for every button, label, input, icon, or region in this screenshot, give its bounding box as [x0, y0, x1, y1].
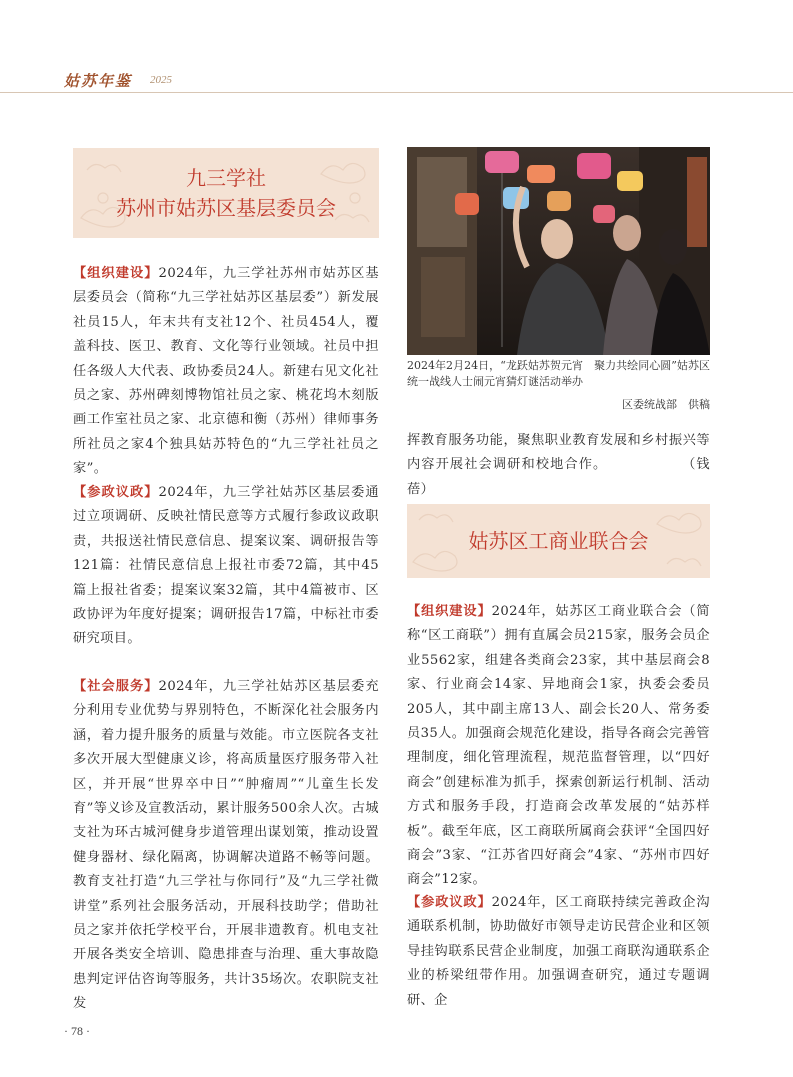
section-title-line2: 苏州市姑苏区基层委员会	[116, 196, 336, 220]
paragraph-tag: 【组织建设】	[407, 604, 492, 619]
photo-credit: 区委统战部 供稿	[622, 398, 710, 411]
paragraph-social-service	[73, 675, 379, 1017]
author-credit: （钱 蓓）	[407, 457, 724, 497]
photo-caption: 2024年2月24日，“龙跃姑苏贺元宵 聚力共绘同心圆”姑苏区统一战线人士闹元宵猜灯谜活动举办	[407, 359, 710, 388]
paragraph-text: 2024年，区工商联持续完善政企沟通联系机制，协助做好市领导走访民营企业和区领导挂钩联系民营企业制度，加强工商联沟通联系企业的桥梁纽带作用。加强调查研究，通过专题调研、企	[407, 895, 710, 1008]
paragraph-tag: 【社会服务】	[73, 679, 159, 694]
paragraph-text: 2024年，姑苏区工商业联合会（简称“区工商联”）拥有直属会员215家，服务会员企业5562家，组建各类商会23家，其中基层商会8家、行业商会14家、异地商会1家，执委会委员205人，其中副主席13人、副会长20人、常务委员35人。加强商会规范化建设，指导各商会完善管理制度，细化管理流程，规范监督管理，以“四好商会”创建标准为抓手，探索创新运行机制、活动方式和服务手段，打造商会改革发展的“姑苏样板”。截至年底，区工商联所属商会获评“全国四好商会”3家、“江苏省四好商会”4家、“苏州市四好商会”12家。	[407, 604, 710, 888]
lantern-festival-photo	[407, 147, 710, 355]
section-title-box-federation	[407, 504, 710, 578]
yearbook-year: 2025	[150, 74, 172, 86]
paragraph-continuation	[407, 429, 724, 502]
paragraph-text: 2024年，九三学社苏州市姑苏区基层委员会（简称“九三学社姑苏区基层委”）新发展社员15人，年末共有支社12个、社员454人，覆盖科技、医卫、教育、文化等行业领域。社员中担任各级人大代表、政协委员24人。新建右见文化社员之家、苏州碑刻博物馆社员之家、桃花坞木刻版画工作室社员之家、北京德和衡（苏州）律师事务所社员之家4个独具姑苏特色的“九三学社社员之家”。	[73, 266, 379, 477]
section-title: 姑苏区工商业联合会	[468, 529, 649, 553]
paragraph-political-participation	[73, 481, 379, 652]
yearbook-title: 姑苏年鉴	[64, 72, 133, 90]
paragraph-tag: 【参政议政】	[407, 895, 492, 910]
running-header	[0, 68, 793, 92]
paragraph-organization-federation	[407, 600, 710, 893]
header-divider	[0, 92, 793, 93]
section-title-line1: 九三学社	[186, 166, 266, 190]
paragraph-text: 挥教育服务功能，聚焦职业教育发展和乡村振兴等内容开展社会调研和校地合作。	[407, 433, 710, 473]
paragraph-tag: 【组织建设】	[73, 266, 159, 281]
photo-illustration	[407, 147, 710, 355]
paragraph-organization	[73, 262, 379, 482]
page-number: · 78 ·	[64, 1024, 90, 1038]
paragraph-tag: 【参政议政】	[73, 485, 159, 500]
paragraph-text: 2024年，九三学社姑苏区基层委充分利用专业优势与界别特色，不断深化社会服务内涵，着力提升服务的质量与效能。市立医院各支社多次开展大型健康义诊，将高质量医疗服务带入社区，并开展“世界卒中日”“肿瘤周”“儿童生长发育”等义诊及宣教活动，累计服务500余人次。古城支社为环古城河健身步道管理出谋划策，推动设置健身器材、绿化隔离，协调解决道路不畅等问题。教育支社打造“九三学社与你同行”及“九三学社微讲堂”系列社会服务活动，开展科技助学；借助社员之家并依托学校平台，开展非遗教育。机电支社开展各类安全培训、隐患排查与治理、重大事故隐患判定评估咨询等服务，共计35场次。农职院支社发	[73, 679, 379, 1012]
paragraph-text: 2024年，九三学社姑苏区基层委通过立项调研、反映社情民意等方式履行参政议政职责，共报送社情民意信息、提案议案、调研报告等121篇：社情民意信息上报社市委72篇，其中45篇上报社省委；提案议案32篇，其中4篇被市、区政协评为年度好提案；调研报告17篇，中标社市委研究项目。	[73, 485, 379, 647]
section-title-box-jiusan	[73, 148, 379, 238]
paragraph-political-federation	[407, 891, 710, 1013]
